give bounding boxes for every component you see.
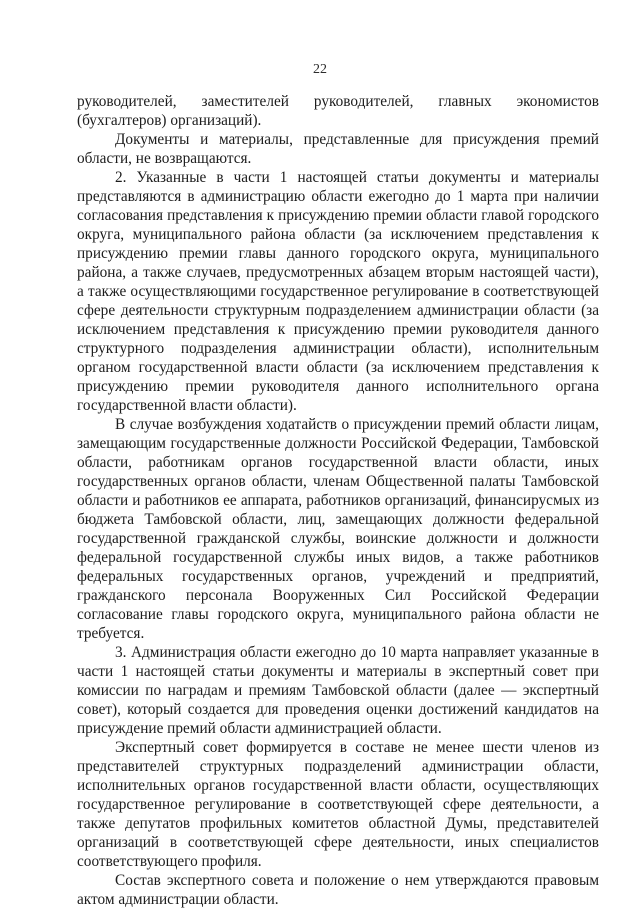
page-number: 22 bbox=[313, 62, 327, 77]
paragraph-part-3: 3. Администрация области ежегодно до 10 марта направляет указанные в части 1 настоящей статьи документы и материалы в экспертный совет при комиссии по наградам и премиям Тамбовской области (далее — экспертный совет), который создается для проведения оценки достижений кандидатов на присуждение премий области администрацией области. bbox=[77, 644, 599, 737]
paragraph-expert-council-composition: Экспертный совет формируется в составе не менее шести членов из представителей структурных подразделений администрации области, исполнительных органов государственной власти области, осуществляющих государственное регулирование в соответствующей сфере деятельности, а также депутатов профильных комитетов областной Думы, представителей организаций в соответствующей сфере деятельности, иных специалистов соответствующего профиля. bbox=[77, 739, 599, 870]
paragraph-expert-council-approval: Состав экспертного совета и положение о нем утверждаются правовым актом администрации области. bbox=[77, 872, 599, 908]
paragraph-federal-exemption: В случае возбуждения ходатайств о присуждении премий области лицам, замещающим государственные должности Российской Федерации, Тамбовской области, работникам органов государственной власти области, иных государственных органов области, членам Общественной палаты Тамбовской области и работников ее аппарата, работников организаций, финансирусмых из бюджета Тамбовской области, лиц, замещающих должности федеральной государственной гражданской службы, воинские должности и должности федеральной государственной службы иных видов, а также работников федеральных государственных органов, учреждений и предприятий, гражданского персонала Вооруженных Сил Российской Федерации согласование главы городского округа, муниципального района области не требуется. bbox=[77, 416, 599, 642]
paragraph-continuation: руководителей, заместителей руководителей, главных экономистов (бухгалтеров) организаций). bbox=[77, 93, 599, 129]
paragraph-documents-not-returned: Документы и материалы, представленные для присуждения премий области, не возвращаются. bbox=[77, 131, 599, 167]
document-body bbox=[77, 92, 599, 909]
paragraph-part-2: 2. Указанные в части 1 настоящей статьи документы и материалы представляются в администрацию области ежегодно до 1 марта при наличии согласования представления к присуждению премии области главой городского округа, муниципального района области (за исключением представления к присуждению премии главы данного городского округа, муниципального района, а также случаев, предусмотренных абзацем вторым настоящей части), а также осуществляющими государственное регулирование в соответствующей сфере деятельности структурным подразделением администрации области (за исключением представления к присуждению премии руководителя данного структурного подразделения администрации области), исполнительным органом государственной власти области (за исключением представления к присуждению премии руководителя данного исполнительного органа государственной власти области). bbox=[77, 169, 599, 414]
